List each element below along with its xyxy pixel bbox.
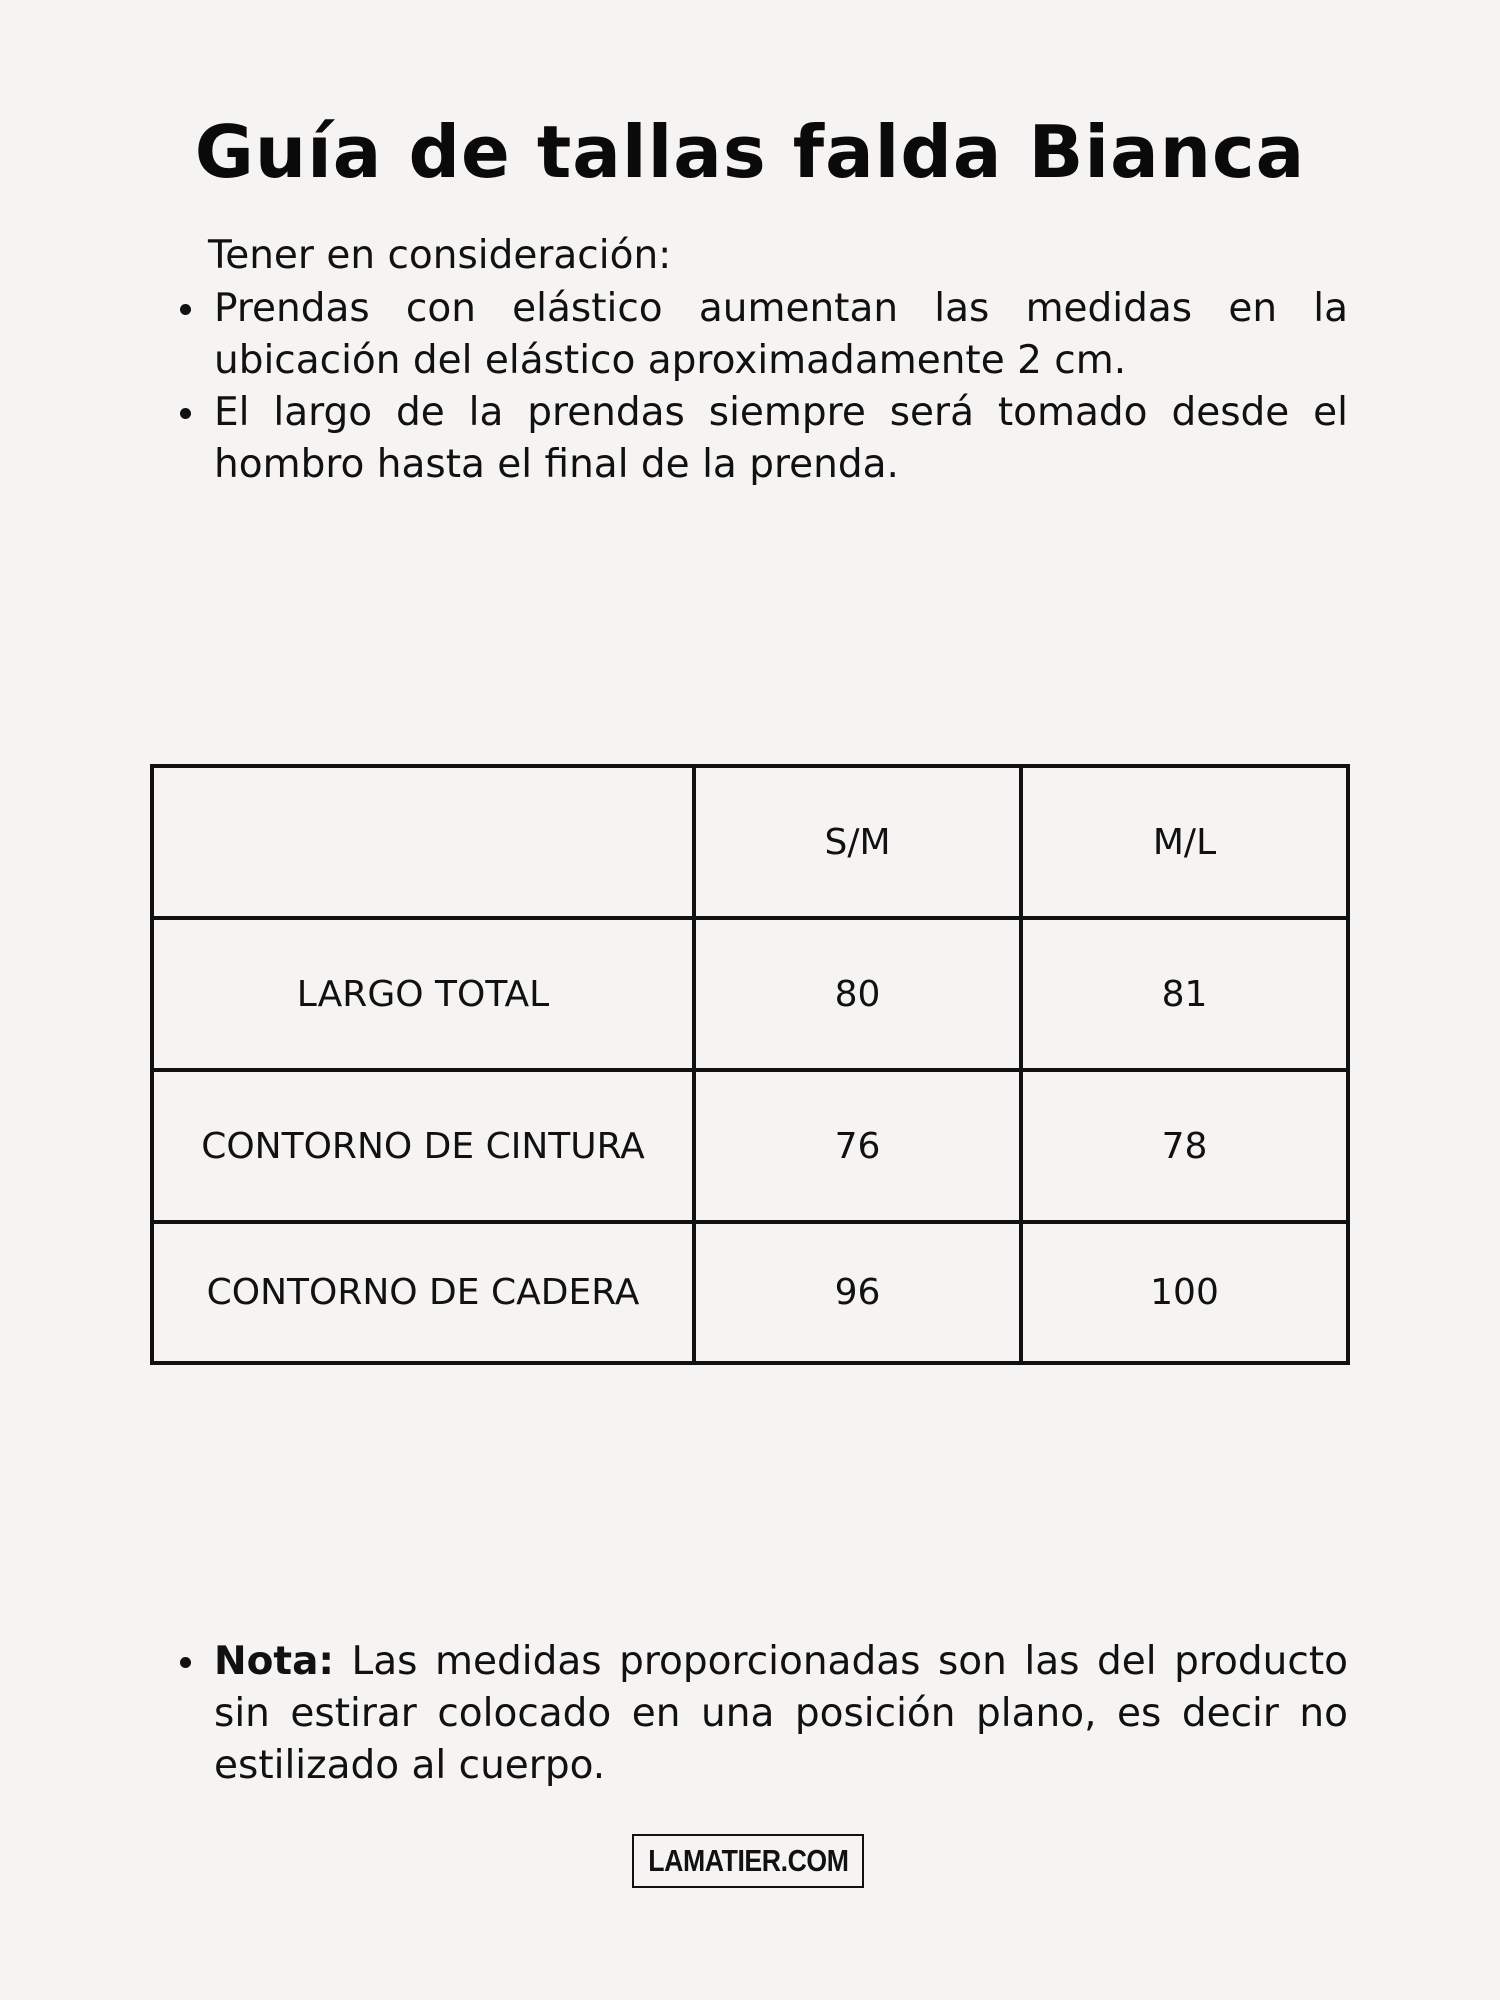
cell-sm: 96: [694, 1222, 1021, 1363]
cell-ml: 78: [1021, 1070, 1348, 1222]
header-cell-ml: M/L: [1021, 766, 1348, 918]
consideration-text: El largo de la prendas siempre será tomado desde el hombro hasta el final de la prenda.: [214, 390, 1348, 487]
header-cell-empty: [152, 766, 694, 918]
list-item: [178, 1636, 1348, 1792]
row-label: CONTORNO DE CADERA: [152, 1222, 694, 1363]
considerations-list: [178, 283, 1348, 491]
brand-text: LAMATIER.COM: [647, 1843, 849, 1878]
bullet-icon: [180, 304, 191, 315]
list-item: [178, 387, 1348, 491]
bullet-icon: [180, 408, 191, 419]
note-text: Las medidas proporcionadas son las del producto sin estirar colocado en una posición plano, es decir no estilizado al cuerpo.: [214, 1639, 1348, 1788]
considerations-heading: Tener en consideración:: [208, 233, 672, 278]
size-table: [150, 764, 1350, 1365]
table-row: [152, 1070, 1348, 1222]
table-row: [152, 918, 1348, 1070]
table-header-row: [152, 766, 1348, 918]
brand-logo: [632, 1834, 864, 1888]
cell-ml: 100: [1021, 1222, 1348, 1363]
note-list: [178, 1636, 1348, 1792]
row-label: LARGO TOTAL: [152, 918, 694, 1070]
table-row: [152, 1222, 1348, 1363]
cell-sm: 80: [694, 918, 1021, 1070]
consideration-text: Prendas con elástico aumentan las medidas en la ubicación del elástico aproximadamente 2 cm.: [214, 286, 1348, 383]
page-title: Guía de tallas falda Bianca: [194, 110, 1306, 194]
header-cell-sm: S/M: [694, 766, 1021, 918]
list-item: [178, 283, 1348, 387]
cell-sm: 76: [694, 1070, 1021, 1222]
row-label: CONTORNO DE CINTURA: [152, 1070, 694, 1222]
bullet-icon: [180, 1657, 191, 1668]
cell-ml: 81: [1021, 918, 1348, 1070]
note-label: Nota:: [214, 1639, 334, 1684]
